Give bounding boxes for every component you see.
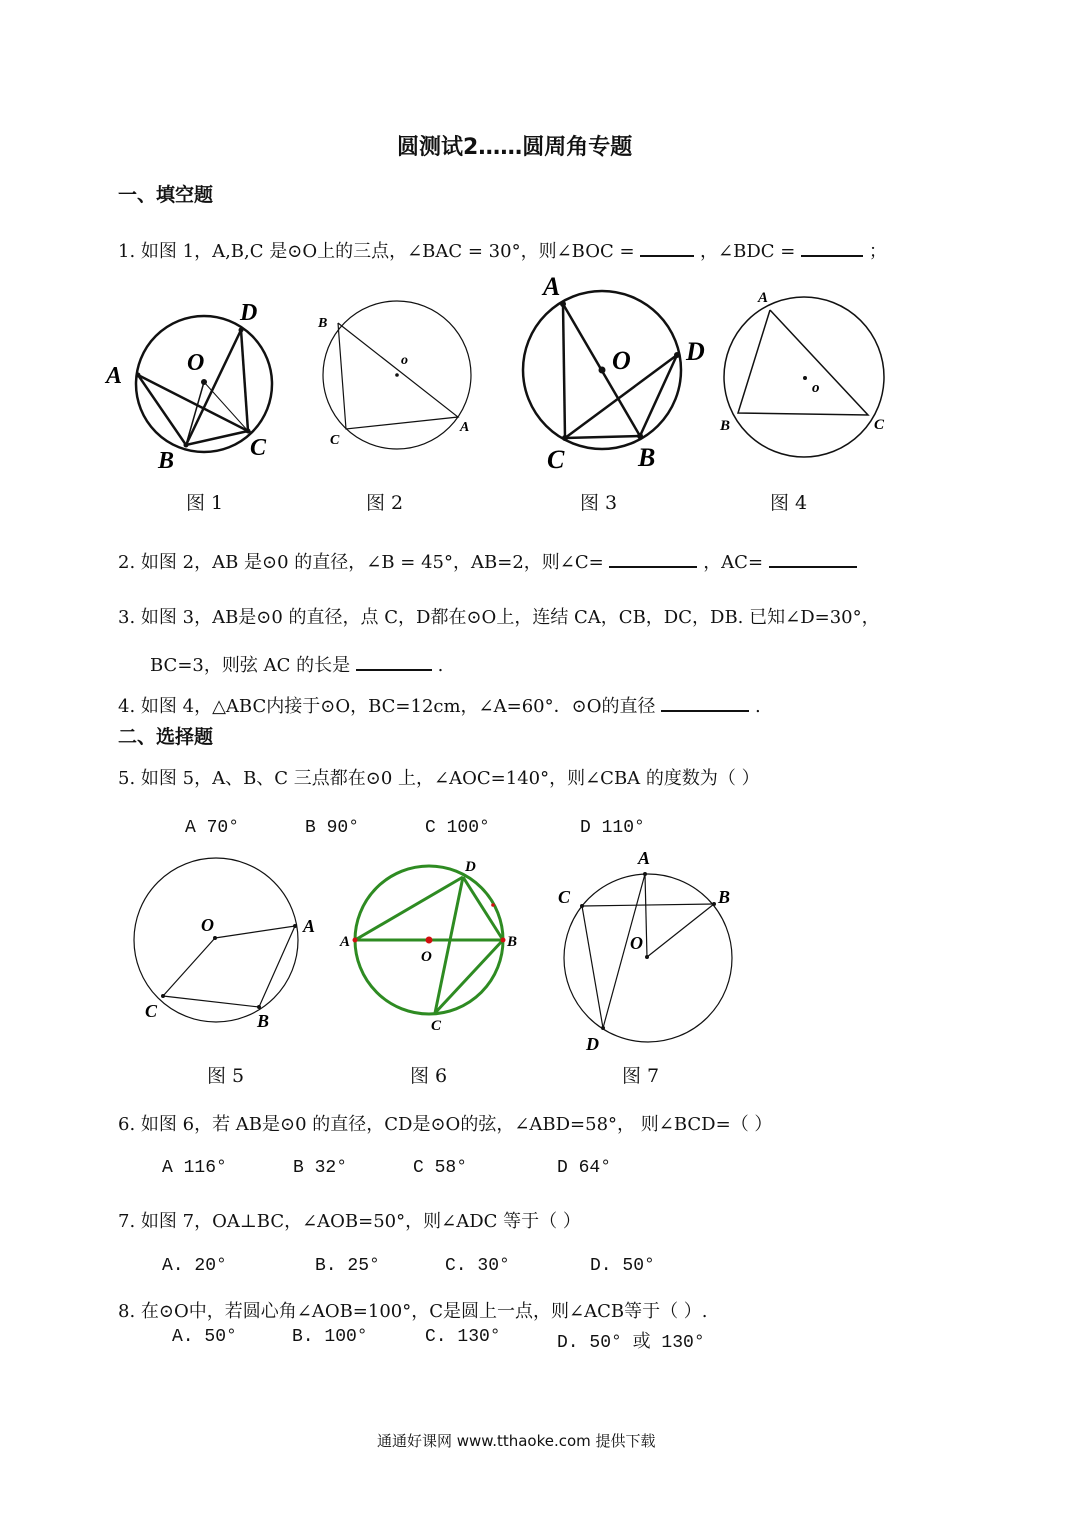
label-o: O [612, 346, 631, 375]
option-d: D. 50° [590, 1256, 655, 1276]
label-a: A [638, 848, 651, 868]
label-o: O [201, 915, 214, 935]
question-4-end: . [754, 696, 761, 717]
label-c: C [558, 887, 571, 907]
question-1-mid: ，∠BDC = [700, 241, 796, 262]
label-d: D [686, 337, 705, 366]
label-c: C [547, 445, 565, 474]
section-multiple-choice: 二、选择题 [118, 726, 214, 748]
label-a: A [340, 934, 351, 950]
label-b: B [718, 887, 731, 907]
question-5: 5. 如图 5，A、B、C 三点都在⊙0 上，∠AOC=140°，则∠CBA 的度数为（ ） [118, 768, 760, 789]
question-6: 6. 如图 6，若 AB是⊙0 的直径，CD是⊙O的弦，∠ABD=58°， 则∠BCD=（ ） [118, 1114, 773, 1135]
caption-figure-4: 图 4 [770, 492, 808, 514]
question-3-line-1: 3. 如图 3，AB是⊙0 的直径，点 C，D都在⊙O上，连结 CA，CB，DC，DB. 已知∠D=30°， [118, 607, 880, 628]
question-3-text: BC=3，则弦 AC 的长是 [150, 655, 351, 676]
answer-blank [609, 565, 697, 568]
question-7: 7. 如图 7，OA⊥BC，∠AOB=50°，则∠ADC 等于（ ） [118, 1211, 581, 1232]
label-a: A [543, 272, 561, 301]
figure-6 [335, 855, 525, 1040]
question-1-text: 1. 如图 1，A,B,C 是⊙O上的三点，∠BAC = 30°，则∠BOC = [118, 241, 635, 262]
caption-figure-6: 图 6 [410, 1065, 448, 1087]
figure-1 [100, 295, 290, 475]
option-a: A. 20° [162, 1256, 227, 1276]
option-d: D 110° [580, 818, 645, 838]
label-b: B [638, 443, 656, 472]
question-4 [118, 692, 761, 718]
question-2-text: 2. 如图 2，AB 是⊙0 的直径，∠B = 45°，AB=2，则∠C= [118, 552, 604, 573]
page-title: 圆测试2……圆周角专题 [397, 135, 633, 160]
label-o: O [187, 350, 205, 376]
answer-blank [769, 565, 857, 568]
question-4-text: 4. 如图 4，△ABC内接于⊙O，BC=12cm，∠A=60°．⊙O的直径 [118, 696, 656, 717]
question-2 [118, 548, 857, 574]
label-b: B [257, 1011, 270, 1031]
option-b: B 90° [305, 818, 360, 838]
answer-blank [801, 254, 863, 257]
caption-figure-3: 图 3 [580, 492, 618, 514]
answer-blank [356, 668, 432, 671]
figure-4 [712, 285, 902, 465]
option-b: B. 100° [292, 1327, 368, 1347]
label-c: C [250, 435, 267, 461]
label-a: A [460, 420, 470, 435]
option-c: C. 130° [425, 1327, 501, 1347]
label-c: C [431, 1018, 442, 1034]
option-b: B 32° [293, 1158, 348, 1178]
label-b: B [507, 934, 518, 950]
label-d: D [240, 300, 258, 326]
question-1-end: ； [868, 241, 887, 262]
answer-blank [640, 254, 694, 257]
option-c: C. 30° [445, 1256, 510, 1276]
option-c: C 100° [425, 818, 490, 838]
figure-3 [515, 268, 715, 478]
question-1 [118, 237, 887, 263]
figure-5 [125, 855, 325, 1035]
question-3-line-2 [150, 651, 443, 677]
caption-figure-5: 图 5 [207, 1065, 245, 1087]
label-c: C [330, 433, 340, 448]
caption-figure-7: 图 7 [622, 1065, 660, 1087]
figure-2 [310, 305, 490, 455]
option-a: A. 50° [172, 1327, 237, 1347]
label-o: O [421, 949, 432, 965]
option-b: B. 25° [315, 1256, 380, 1276]
label-c: C [874, 417, 885, 433]
label-o: O [630, 933, 643, 953]
caption-figure-2: 图 2 [366, 492, 404, 514]
label-d: D [586, 1034, 599, 1054]
label-b: B [720, 418, 731, 434]
question-2-mid: ，AC= [703, 552, 764, 573]
label-o: o [401, 353, 408, 368]
label-b: B [158, 448, 175, 474]
option-a: A 116° [162, 1158, 227, 1178]
caption-figure-1: 图 1 [186, 492, 224, 514]
label-a: A [303, 916, 316, 936]
label-d: D [465, 859, 476, 875]
option-d: D 64° [557, 1158, 612, 1178]
option-a: A 70° [185, 818, 240, 838]
option-d: D. 50° 或 130° [557, 1333, 705, 1353]
label-a: A [106, 363, 123, 389]
label-c: C [145, 1001, 158, 1021]
question-8: 8. 在⊙O中，若圆心角∠AOB=100°，C是圆上一点，则∠ACB等于（ ）. [118, 1301, 708, 1322]
option-c: C 58° [413, 1158, 468, 1178]
label-o: o [812, 380, 820, 396]
footer-text: 通通好课网 www.tthaoke.com 提供下载 [377, 1432, 656, 1450]
label-a: A [758, 290, 769, 306]
answer-blank [661, 709, 749, 712]
label-b: B [318, 316, 328, 331]
figure-7 [552, 848, 752, 1058]
section-fill-blank: 一、填空题 [118, 184, 214, 206]
question-3-end: . [437, 655, 444, 676]
